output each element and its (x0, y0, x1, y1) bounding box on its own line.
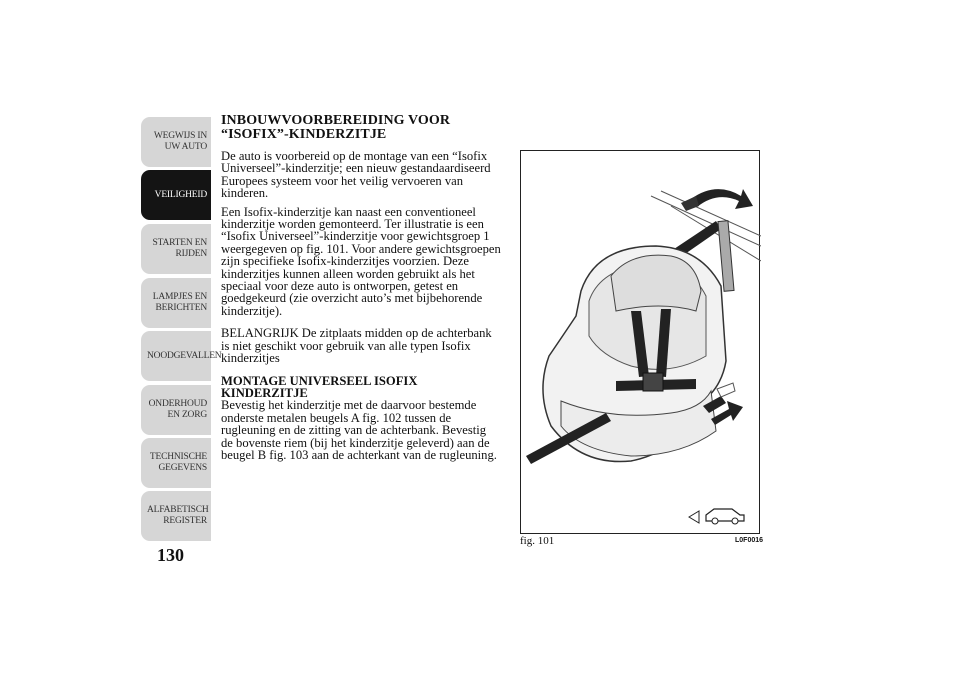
rotate-arrow-icon (691, 189, 753, 209)
tab-label: NOODGEVALLEN (147, 350, 222, 361)
heading-line: “ISOFIX”-KINDERZITJE (221, 127, 387, 142)
isofix-child-seat-illustration (521, 151, 761, 535)
tab-starten-en-rijden[interactable] (141, 224, 211, 274)
section-heading (221, 114, 501, 142)
tab-label: VEILIGHEID (154, 189, 207, 200)
tab-technische-gegevens[interactable] (141, 438, 211, 488)
direction-arrow-icon (689, 511, 699, 523)
paragraph: De auto is voorbereid op de montage van een “Isofix Universeel”-kinderzitje; een nieuw gestandaardiseerd Europees systeem voor het veilig vervoeren van kinderen. (221, 149, 491, 201)
figure-101 (520, 150, 760, 534)
tab-wegwijs-in-uw-auto[interactable] (141, 117, 211, 167)
paragraph: Een Isofix-kinderzitje kan naast een conventioneel kinderzitje worden gemonteerd. Ter illustratie is een “Isofix Universeel”-kinderzitje voor gewichtsgroep 1 weergegeven op fig. 101. Voor andere gewichtsgroepen zijn specifieke Isofix-kinderzitjes voorzien. Deze kinderzitjes kunnen alleen worden gebruikt als het speciaal voor deze auto is ontworpen, getest en goedgekeurd (zie overzicht auto’s met bijbehorende kinderzitje). (221, 204, 501, 318)
tab-noodgevallen[interactable] (141, 331, 222, 381)
tab-lampjes-en-berichten[interactable] (141, 278, 211, 328)
figure-caption: fig. 101 (520, 535, 555, 547)
page-number: 130 (157, 545, 184, 565)
tab-veiligheid[interactable] (141, 170, 211, 220)
tab-label: STARTEN EN RIJDEN (152, 238, 207, 259)
tab-label: ALFABETISCH REGISTER (147, 505, 209, 526)
tether-adjuster (718, 221, 734, 292)
subheading-line: KINDERZITJE (221, 385, 308, 400)
tab-onderhoud-en-zorg[interactable] (141, 385, 211, 435)
figure-code: L0F0016 (735, 537, 764, 544)
tab-label: LAMPJES EN BERICHTEN (152, 292, 207, 313)
important-note: BELANGRIJK De zitplaats midden op de achterbank is niet geschikt voor gebruik van alle typen Isofix kinderzitjes (221, 326, 492, 366)
tab-alfabetisch-register[interactable] (141, 491, 211, 541)
tab-label: ONDERHOUD EN ZORG (148, 399, 207, 420)
subheading-line: MONTAGE UNIVERSEEL ISOFIX (221, 373, 418, 388)
car-side-icon (706, 509, 744, 524)
tab-label: WEGWIJS IN UW AUTO (153, 131, 207, 152)
heading-line: INBOUWVOORBEREIDING VOOR (221, 113, 451, 128)
tab-label: TECHNISCHE GEGEVENS (149, 452, 207, 473)
subheading (221, 375, 501, 400)
paragraph: Bevestig het kinderzitje met de daarvoor bestemde onderste metalen beugels A fig. 102 tussen de rugleuning en de zitting van de achterbank. Bevestig de bovenste riem (bij het kinderzitje geleverd) aan de beugel B fig. 103 aan de achterkant van de rugleuning. (221, 398, 497, 462)
main-text (221, 114, 501, 461)
